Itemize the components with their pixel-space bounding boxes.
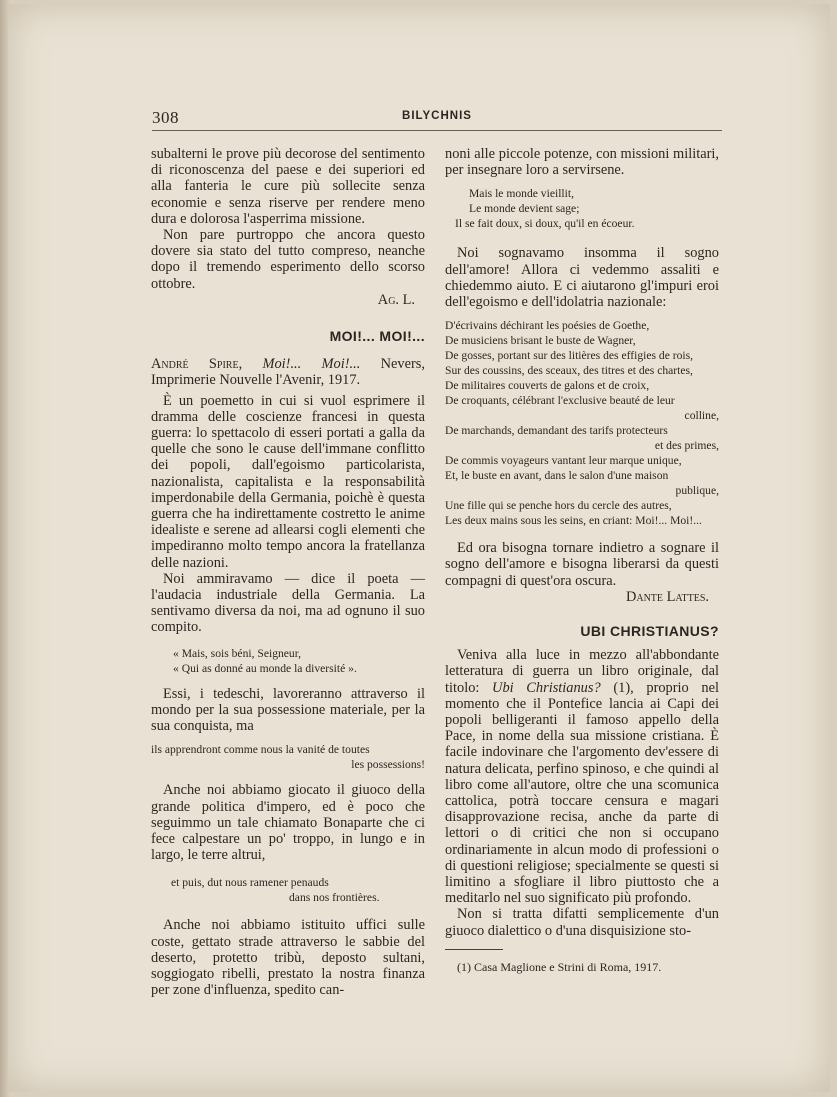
- verse-line: ils apprendront comme nous la vanité de toutes: [151, 743, 370, 757]
- verse-line: « Qui as donné au monde la diversité ».: [173, 661, 357, 675]
- paragraph: Essi, i tedeschi, lavoreranno attraverso il mondo per la sua possessione materiale, per la sua conquista, ma: [151, 685, 425, 735]
- paragraph: noni alle piccole potenze, con missioni militari, per insegnare loro a servirsene.: [445, 146, 719, 179]
- section-heading-ubi: UBI CHRISTIANUS?: [580, 623, 719, 640]
- verse-line: Le monde devient sage;: [469, 202, 580, 216]
- paragraph: Anche noi abbiamo istituito uffici sulle coste, gettato strade attraverso le sabbie del deserto, protetto tribù, deposto sultani, soggiogato ribelli, prestato la nostra finanza per zone d'influenza, spedito can-: [151, 917, 425, 999]
- paragraph: Non pare purtroppo che ancora questo dovere sia stato del tutto compreso, neanche dopo il tremendo esperimento dello scorso ottobre.: [151, 227, 425, 292]
- verse-quote: [445, 186, 719, 231]
- verse-quote: [151, 875, 425, 905]
- signature: Ag. L.: [377, 291, 415, 308]
- section-heading-moi: MOI!... MOI!...: [329, 328, 425, 345]
- verse-line: Mais le monde vieillit,: [469, 187, 574, 201]
- verse-line: « Mais, sois béni, Seigneur,: [173, 646, 302, 660]
- verse-line: Une fille qui se penche hors du cercle des autres,: [445, 499, 672, 513]
- verse-quote-list: [445, 318, 719, 528]
- paragraph: Ed ora bisogna tornare indietro a sognare il sogno dell'amore e bisogna liberarsi da questi compagni di quest'ora oscura.: [445, 540, 719, 589]
- running-title: BILYCHNIS: [402, 110, 472, 122]
- verse-line: colline,: [684, 409, 719, 423]
- verse-line: dans nos frontières.: [289, 891, 380, 905]
- verse-line: publique,: [675, 484, 719, 498]
- verse-line: Sur des coussins, des sceaux, des titres et des chartes,: [445, 364, 693, 378]
- verse-quote: [151, 646, 425, 676]
- verse-quote: [151, 742, 425, 772]
- paragraph: Noi sognavamo insomma il sogno dell'amore! Allora ci vedemmo assaliti e chiedemmo aiuto. E ci aiutarono gl'impuri eroi dell'egoismo e dell'idolatria nazionale:: [445, 245, 719, 311]
- verse-line: et puis, dut nous ramener penauds: [171, 876, 329, 890]
- page-header: [152, 108, 722, 131]
- signature: Dante Lattes.: [625, 588, 709, 605]
- paragraph: Noi ammiravamo — dice il poeta — l'audacia industriale della Germania. La sentivamo diversa da noi, ma ad ognuno il suo compito.: [151, 570, 425, 636]
- paragraph: Veniva alla luce in mezzo all'abbondante letteratura di guerra un libro originale, dal titolo: Ubi Christianus? (1), proprio nel momento che il Pontefice lancia ai Capi dei popoli belligeranti il famoso appello della Pace, in nome della sua missione cristiana. È facile indovinare che l'argomento dev'essere di natura delicata, perfino spinoso, e che quindi al libro come all'autore, oltre che una scomunica cattolica, potrà toccare censura e magari disapprovazione recisa, anche da parte di lettori o di critici che non si occupano ordinariamente in alcun modo di professioni o di questioni religiose; specialmente se questi si limitino a sfogliare il libro piuttosto che a meditarlo nel suo significato più profondo.: [445, 647, 719, 907]
- biblio-author: André Spire,: [151, 356, 243, 373]
- verse-line: De marchands, demandant des tarifs protecteurs: [445, 424, 668, 438]
- footnote: (1) Casa Maglione e Strini di Roma, 1917.: [457, 959, 662, 974]
- bibliographic-entry: [151, 356, 425, 388]
- right-column: [445, 146, 719, 974]
- verse-line: les possessions!: [351, 758, 425, 772]
- verse-line: De croquants, célébrant l'exclusive beauté de leur: [445, 394, 675, 408]
- verse-line: Les deux mains sous les seins, en criant: Moi!... Moi!...: [445, 514, 702, 528]
- footnote-rule: [445, 949, 503, 950]
- verse-line: De militaires couverts de galons et de croix,: [445, 379, 650, 393]
- left-column: [151, 146, 425, 998]
- paragraph: È un poemetto in cui si vuol esprimere il dramma delle coscienze francesi in questa guerra: lo spettacolo di esseri portati a galla da quelle che sono le cause dell'immane conflitto dei popoli, dall'egoismo particolarista, nazionalista, capitalista e la responsabilità imperdonabile della Germania, poichè è questa guerra che ha indirettamente costretto le anime idealiste e serene ad allearsi cogli elementi che impediranno molto tempo ancora la fratellanza delle nazioni.: [151, 392, 425, 571]
- biblio-publisher: Nevers, Imprimerie Nouvelle l'Avenir, 1917.: [151, 356, 425, 389]
- paragraph: Non si tratta difatti semplicemente d'un giuoco dialettico o d'una disquisizione sto-: [445, 906, 719, 939]
- page-number: 308: [152, 108, 179, 127]
- verse-line: Il se fait doux, si doux, qu'il en écoeur.: [455, 217, 635, 231]
- paragraph: subalterni le prove più decorose del sentimento di riconoscenza del paese e dei superiori ed alla fanteria le cure più sollecite senza economie e senza riserve per rendere meno dura e dolorosa l'asperrima missione.: [151, 146, 425, 227]
- verse-line: et des primes,: [654, 439, 719, 453]
- verse-line: De commis voyageurs vantant leur marque unique,: [445, 454, 682, 468]
- book-title: Ubi Christianus?: [492, 679, 601, 696]
- verse-line: Et, le buste en avant, dans le salon d'une maison: [445, 469, 669, 483]
- verse-line: De musiciens brisant le buste de Wagner,: [445, 334, 636, 348]
- biblio-title: Moi!... Moi!...: [262, 356, 361, 373]
- verse-line: D'écrivains déchirant les poésies de Goethe,: [445, 319, 650, 333]
- paragraph: Anche noi abbiamo giocato il giuoco della grande politica d'impero, ed è poco che seguimmo un tale chiamato Bonaparte che ci fece calpestare un po' troppo, in lungo e in largo, le terre altrui,: [151, 782, 425, 864]
- verse-line: De gosses, portant sur des litières des effigies de rois,: [445, 349, 694, 363]
